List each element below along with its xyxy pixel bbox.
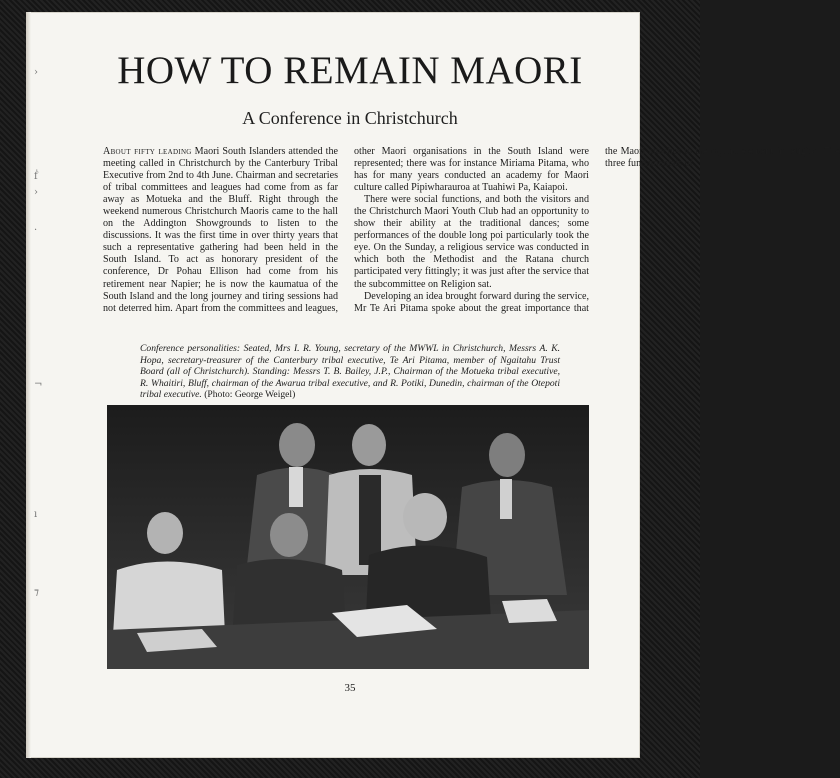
photo-caption [140,343,560,401]
article-lead-in: About fifty leading [103,146,192,157]
margin-mark: ḟ [34,171,38,182]
page-number: 35 [344,682,356,694]
article-title: HOW TO REMAIN MAORI [117,49,583,92]
article-body [103,146,840,316]
conference-photo-illustration [107,405,589,669]
conference-photo [107,405,589,669]
photo-caption-text: Conference personalities: Seated, Mrs I. R. Young, secretary of the MWWL in Christchurch, Messrs A. K. Hopa, secretary-treasurer of the Canterbury tribal executive, Te Ari Pitama, member of Ngaitahu Trust Board (all of Christchurch). Standing: Messrs T. B. Bailey, J.P., Chairman of the Motueka tribal executive, R. Whaitiri, Bluff, chairman of the Awarua tribal executive, and R. Potiki, Dunedin, chairman of the Otepoti tribal executive. [140,343,560,400]
margin-mark: ı [34,509,38,520]
margin-mark: ⁊ [34,587,39,598]
margin-mark: › [34,67,38,78]
article-paragraph: Developing an idea brought forward during the service, Mr Te Ari Pitama spoke about the great importance that the Maori attaches to the mystic element in religion. The three fundamentals of [354,146,840,314]
margin-mark: › [34,187,38,198]
article-paragraph: There were social functions, and both the visitors and the Christchurch Maori Youth Club had an opportunity to show their ability at the traditional dances; some performances of the double long poi particularly took the eye. On the Sunday, a religious service was conducted in which both the Methodist and the Ratana church participated very fittingly; it was just after the service that the subcommittee on Religion sat. [354,194,589,290]
article-paragraph-text: Maori South Islanders attended the meeting called in Christchurch by the Canterbury Tribal Executive from 2nd to 4th June. Chairman and secretaries of tribal committees and leagues had come from as far away as Motueka and the Bluff. Right through the weekend numerous Christchurch Maoris came to the hall on the Addington Showgrounds to listen to the discussions. It was the first time in over thirty years that such a representative gathering had been held in the South Island. To act as honorary president of the conference, Dr Pohau Ellison had come from his retirement near Napier; he is now the kaumatua of the South Island and the long journey and tiring sessions had not deterred him. Apart from the committees and leagues, other Maori organisations in the South Island were represented; there was for instance Miriama Pitama, who has for many years conducted an academy for Maori culture called Pipiwharauroa at Tuahiwi Pa, Kaiapoi. [103,146,589,314]
margin-mark: ¬ [34,379,43,390]
photo-credit: (Photo: George Weigel) [201,389,296,400]
article-subtitle: A Conference in Christchurch [242,108,458,128]
margin-mark: · [34,225,38,236]
